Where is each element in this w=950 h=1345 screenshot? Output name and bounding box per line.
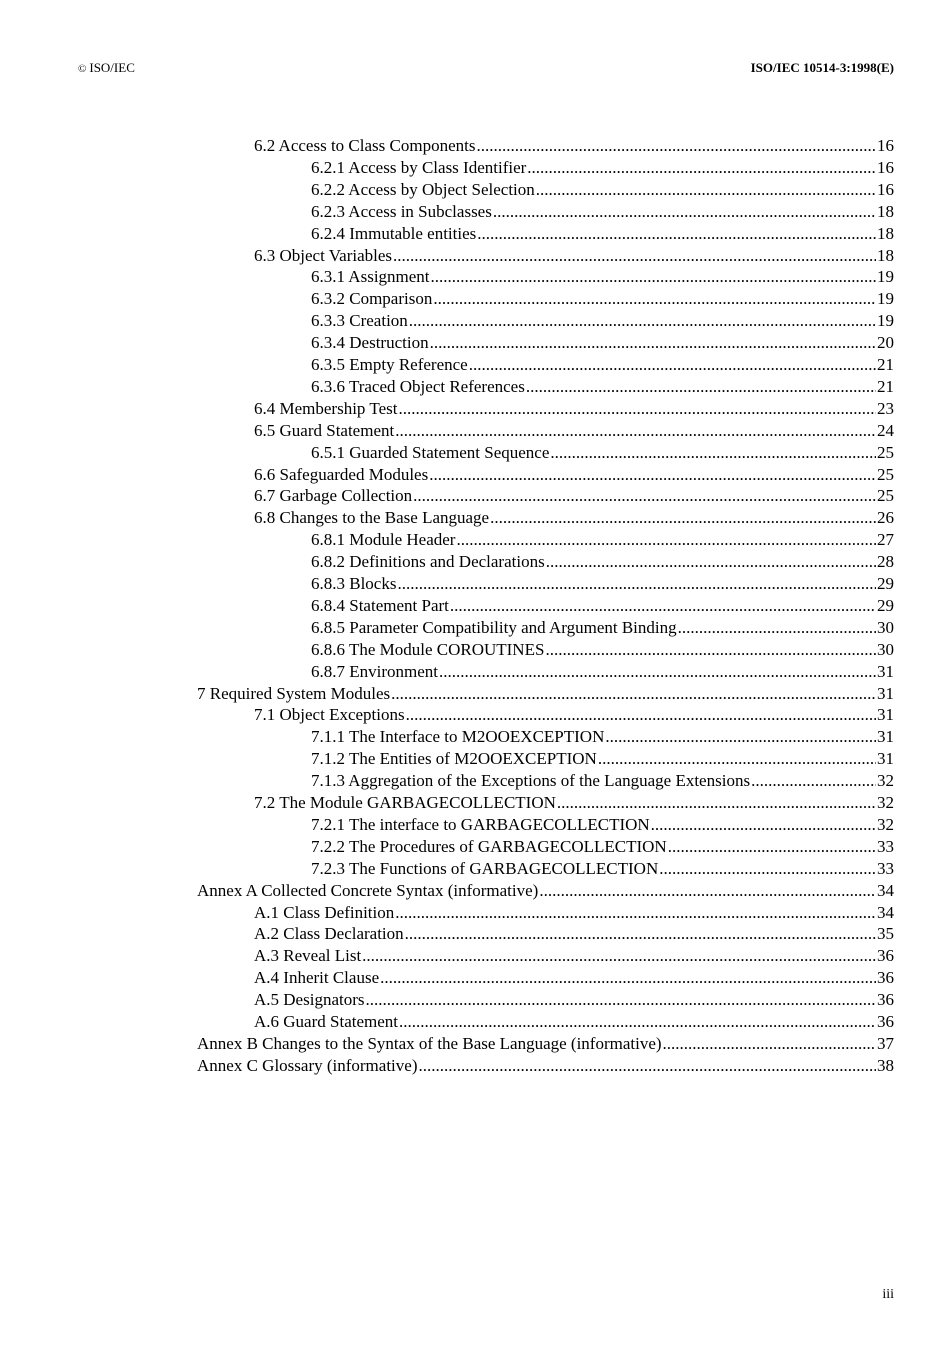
toc-entry-page: 18 xyxy=(877,245,894,265)
toc-dot-leader xyxy=(413,485,876,507)
toc-entry-label: 6.3.3 Creation xyxy=(311,311,408,331)
toc-entry-label: 7.1.3 Aggregation of the Exceptions of the Language Extensions xyxy=(311,771,751,791)
toc-entry[interactable] xyxy=(311,376,894,398)
toc-entry-label: 6.8.5 Parameter Compatibility and Argument Binding xyxy=(311,617,677,637)
toc-dot-leader xyxy=(526,376,876,398)
toc-entry-label: 7 Required System Modules xyxy=(197,683,391,703)
toc-dot-leader xyxy=(476,135,876,157)
toc-entry-label: 7.2.3 The Functions of GARBAGECOLLECTION xyxy=(311,858,659,878)
toc-dot-leader xyxy=(557,792,876,814)
toc-entry[interactable] xyxy=(311,748,894,770)
toc-entry-page: 19 xyxy=(877,311,894,331)
toc-entry[interactable] xyxy=(197,683,894,705)
toc-entry-label: Annex B Changes to the Syntax of the Base Language (informative) xyxy=(197,1033,662,1053)
toc-entry[interactable] xyxy=(254,945,894,967)
toc-dot-leader xyxy=(430,332,876,354)
toc-entry-label: 6.2.1 Access by Class Identifier xyxy=(311,157,527,177)
toc-dot-leader xyxy=(391,683,876,705)
toc-dot-leader xyxy=(659,858,876,880)
toc-entry-label: 6.3 Object Variables xyxy=(254,245,393,265)
toc-dot-leader xyxy=(380,967,876,989)
toc-entry-label: 6.2.3 Access in Subclasses xyxy=(311,201,492,221)
toc-entry-label: 6.8.4 Statement Part xyxy=(311,595,449,615)
toc-entry-page: 35 xyxy=(877,924,894,944)
toc-entry-label: A.5 Designators xyxy=(254,990,365,1010)
toc-dot-leader xyxy=(456,529,876,551)
toc-entry[interactable] xyxy=(311,266,894,288)
toc-entry-page: 27 xyxy=(877,530,894,550)
toc-entry-page: 33 xyxy=(877,858,894,878)
toc-dot-leader xyxy=(406,704,876,726)
toc-entry-page: 24 xyxy=(877,420,894,440)
toc-entry-page: 31 xyxy=(877,705,894,725)
header-org: ISO/IEC xyxy=(89,60,135,75)
toc-entry-label: 6.3.4 Destruction xyxy=(311,333,429,353)
toc-entry-label: 7.1 Object Exceptions xyxy=(254,705,405,725)
copyright-symbol: © xyxy=(78,63,87,75)
toc-entry-label: 6.3.1 Assignment xyxy=(311,267,430,287)
toc-entry-page: 26 xyxy=(877,508,894,528)
toc-entry-page: 29 xyxy=(877,574,894,593)
toc-dot-leader xyxy=(678,617,876,639)
toc-dot-leader xyxy=(450,595,876,617)
toc-entry-label: 6.3.6 Traced Object References xyxy=(311,376,525,396)
toc-entry[interactable] xyxy=(311,661,894,683)
toc-entry[interactable] xyxy=(311,442,894,464)
toc-dot-leader xyxy=(545,639,876,661)
toc-entry-page: 19 xyxy=(877,267,894,287)
toc-entry-page: 19 xyxy=(877,289,894,309)
toc-entry-label: Annex C Glossary (informative) xyxy=(197,1055,418,1075)
toc-entry[interactable] xyxy=(254,902,894,924)
toc-dot-leader xyxy=(751,770,876,792)
toc-dot-leader xyxy=(598,748,876,770)
toc-entry[interactable] xyxy=(254,507,894,529)
toc-entry[interactable] xyxy=(311,639,894,661)
running-header-right: ISO/IEC 10514-3:1998(E) xyxy=(750,60,894,75)
toc-entry-page: 32 xyxy=(877,793,894,812)
toc-entry[interactable] xyxy=(254,923,894,945)
toc-entry-label: 6.5 Guard Statement xyxy=(254,420,395,440)
toc-entry-page: 30 xyxy=(877,617,894,637)
toc-entry-label: 6.6 Safeguarded Modules xyxy=(254,464,429,484)
toc-entry[interactable] xyxy=(311,529,894,551)
toc-entry[interactable] xyxy=(254,398,894,420)
toc-entry[interactable] xyxy=(311,551,894,573)
toc-entry-page: 28 xyxy=(877,552,894,572)
toc-dot-leader xyxy=(539,880,876,902)
toc-dot-leader xyxy=(405,923,876,945)
toc-entry-label: A.1 Class Definition xyxy=(254,902,395,922)
toc-entry-label: 7.2.2 The Procedures of GARBAGECOLLECTION xyxy=(311,836,667,856)
toc-dot-leader xyxy=(399,1011,876,1033)
toc-entry-label: 6.8.1 Module Header xyxy=(311,530,456,550)
toc-entry-page: 38 xyxy=(877,1055,894,1075)
toc-entry[interactable] xyxy=(254,704,894,726)
toc-entry[interactable] xyxy=(254,967,894,989)
toc-entry[interactable] xyxy=(197,880,894,902)
toc-entry[interactable] xyxy=(254,464,894,486)
toc-entry-label: 6.4 Membership Test xyxy=(254,398,398,418)
toc-entry-page: 18 xyxy=(877,223,894,243)
toc-entry[interactable] xyxy=(311,157,894,179)
toc-entry[interactable] xyxy=(254,485,894,507)
toc-entry[interactable] xyxy=(311,310,894,332)
toc-dot-leader xyxy=(546,551,876,573)
toc-entry-label: 6.3.5 Empty Reference xyxy=(311,355,468,374)
toc-entry-label: 6.5.1 Guarded Statement Sequence xyxy=(311,442,550,462)
toc-dot-leader xyxy=(409,310,876,332)
toc-entry-label: A.2 Class Declaration xyxy=(254,924,404,944)
toc-entry[interactable] xyxy=(254,792,894,814)
toc-entry-page: 23 xyxy=(877,398,894,418)
toc-entry-label: 7.1.2 The Entities of M2OOEXCEPTION xyxy=(311,749,597,769)
toc-entry[interactable] xyxy=(311,573,894,595)
toc-entry-label: 6.2 Access to Class Components xyxy=(254,136,476,155)
toc-entry-label: A.4 Inherit Clause xyxy=(254,968,380,988)
toc-entry[interactable] xyxy=(254,420,894,442)
toc-entry[interactable] xyxy=(311,814,894,836)
toc-entry[interactable] xyxy=(311,617,894,639)
toc-dot-leader xyxy=(493,201,876,223)
toc-entry-page: 34 xyxy=(877,902,894,922)
toc-entry-page: 34 xyxy=(877,880,894,900)
toc-entry-page: 21 xyxy=(877,355,894,374)
toc-entry-page: 16 xyxy=(877,136,894,155)
toc-entry[interactable] xyxy=(311,858,894,880)
toc-entry-label: 6.2.2 Access by Object Selection xyxy=(311,179,535,199)
toc-entry-page: 37 xyxy=(877,1033,894,1053)
toc-entry-page: 25 xyxy=(877,486,894,506)
toc-entry-label: 7.2 The Module GARBAGECOLLECTION xyxy=(254,793,556,812)
toc-dot-leader xyxy=(397,573,876,595)
toc-entry-label: Annex A Collected Concrete Syntax (informative) xyxy=(197,880,539,900)
toc-entry-page: 21 xyxy=(877,376,894,396)
toc-entry-page: 32 xyxy=(877,814,894,834)
toc-dot-leader xyxy=(393,245,876,267)
toc-entry-label: 6.8.2 Definitions and Declarations xyxy=(311,552,545,572)
toc-entry[interactable] xyxy=(311,201,894,223)
toc-entry-page: 31 xyxy=(877,683,894,703)
toc-dot-leader xyxy=(477,223,876,245)
toc-entry-page: 33 xyxy=(877,836,894,856)
toc-entry-page: 36 xyxy=(877,968,894,988)
toc-dot-leader xyxy=(398,398,876,420)
toc-entry-page: 25 xyxy=(877,464,894,484)
toc-entry-page: 16 xyxy=(877,157,894,177)
toc-entry-label: 7.2.1 The interface to GARBAGECOLLECTION xyxy=(311,814,650,834)
toc-entry-label: 6.8.7 Environment xyxy=(311,661,439,681)
toc-entry-page: 29 xyxy=(877,595,894,615)
toc-entry[interactable] xyxy=(254,245,894,267)
toc-entry-label: 6.2.4 Immutable entities xyxy=(311,223,477,243)
toc-entry-page: 36 xyxy=(877,1012,894,1031)
toc-entry[interactable] xyxy=(254,135,894,157)
toc-entry[interactable] xyxy=(311,288,894,310)
running-header-left xyxy=(78,60,135,76)
toc-dot-leader xyxy=(536,179,876,201)
toc-entry-page: 36 xyxy=(877,946,894,966)
toc-dot-leader xyxy=(395,902,876,924)
toc-entry-label: 6.7 Garbage Collection xyxy=(254,486,413,506)
toc-dot-leader xyxy=(433,288,876,310)
toc-entry-page: 31 xyxy=(877,749,894,769)
toc-entry-label: A.3 Reveal List xyxy=(254,946,362,966)
toc-entry-label: A.6 Guard Statement xyxy=(254,1012,398,1031)
toc-entry[interactable] xyxy=(197,1055,894,1077)
toc-dot-leader xyxy=(605,726,876,748)
toc-entry-label: 6.8 Changes to the Base Language xyxy=(254,508,490,528)
toc-entry-page: 25 xyxy=(877,442,894,462)
toc-dot-leader xyxy=(490,507,876,529)
toc-entry-label: 6.8.3 Blocks xyxy=(311,574,397,593)
toc-dot-leader xyxy=(663,1033,876,1055)
toc-entry-page: 16 xyxy=(877,179,894,199)
toc-entry-page: 18 xyxy=(877,201,894,221)
toc-entry-page: 32 xyxy=(877,771,894,791)
toc-entry-label: 6.3.2 Comparison xyxy=(311,289,433,309)
toc-dot-leader xyxy=(431,266,876,288)
toc-entry[interactable] xyxy=(197,1033,894,1055)
toc-entry[interactable] xyxy=(311,179,894,201)
toc-entry-page: 20 xyxy=(877,333,894,353)
toc-entry-page: 30 xyxy=(877,639,894,659)
toc-dot-leader xyxy=(550,442,876,464)
toc-entry-label: 7.1.1 The Interface to M2OOEXCEPTION xyxy=(311,727,605,747)
toc-entry[interactable] xyxy=(311,354,894,376)
toc-dot-leader xyxy=(362,945,876,967)
toc-entry[interactable] xyxy=(311,332,894,354)
toc-entry[interactable] xyxy=(311,770,894,792)
toc-entry-page: 31 xyxy=(877,661,894,681)
toc-dot-leader xyxy=(429,464,876,486)
toc-dot-leader xyxy=(418,1055,876,1077)
toc-dot-leader xyxy=(651,814,876,836)
toc-entry[interactable] xyxy=(311,836,894,858)
toc-dot-leader xyxy=(365,989,876,1011)
toc-entry-page: 36 xyxy=(877,990,894,1010)
page-number: iii xyxy=(882,1287,894,1302)
toc-entry[interactable] xyxy=(311,726,894,748)
toc-dot-leader xyxy=(439,661,876,683)
toc-dot-leader xyxy=(395,420,876,442)
toc-entry[interactable] xyxy=(254,1011,894,1033)
toc-entry[interactable] xyxy=(311,595,894,617)
toc-entry-page: 31 xyxy=(877,727,894,747)
toc-entry-label: 6.8.6 The Module COROUTINES xyxy=(311,639,545,659)
toc-dot-leader xyxy=(469,354,876,376)
toc-entry[interactable] xyxy=(254,989,894,1011)
toc-entry[interactable] xyxy=(311,223,894,245)
toc-dot-leader xyxy=(527,157,876,179)
toc-dot-leader xyxy=(668,836,876,858)
